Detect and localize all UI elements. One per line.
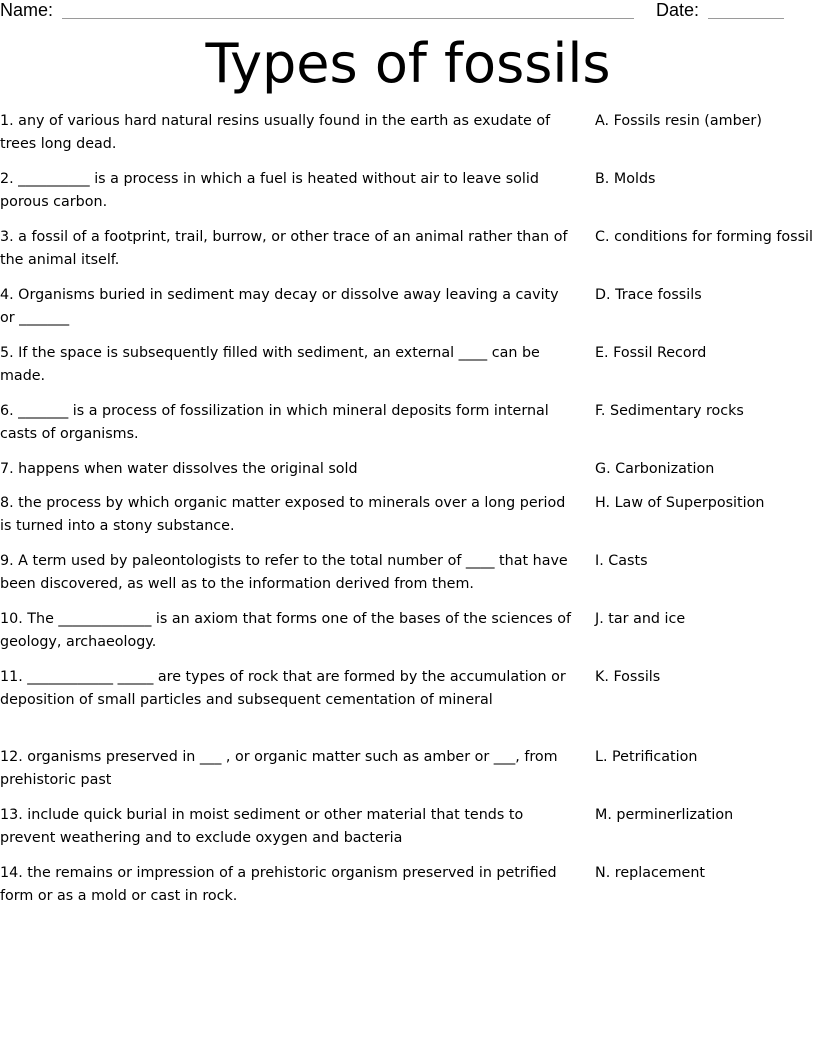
answer-option: C. conditions for forming fossil bbox=[595, 229, 813, 245]
name-label: Name: bbox=[0, 0, 54, 20]
answer-option: A. Fossils resin (amber) bbox=[595, 113, 762, 129]
match-row bbox=[0, 226, 816, 284]
answer-option: F. Sedimentary rocks bbox=[595, 403, 744, 419]
question-text: 3. a fossil of a footprint, trail, burrow, or other trace of an animal rather than of the animal itself. bbox=[0, 229, 568, 268]
answer-option: M. perminerlization bbox=[595, 807, 734, 823]
match-row bbox=[0, 804, 816, 862]
answer-option: N. replacement bbox=[595, 865, 705, 881]
answer-option: H. Law of Superposition bbox=[595, 495, 765, 511]
match-row bbox=[0, 608, 816, 666]
match-row bbox=[0, 342, 816, 400]
date-label: Date: bbox=[656, 0, 700, 20]
question-text: 1. any of various hard natural resins usually found in the earth as exudate of trees long dead. bbox=[0, 113, 551, 152]
question-text: 9. A term used by paleontologists to refer to the total number of ____ that have been discovered, as well as to the information derived from them. bbox=[0, 553, 568, 592]
page-title: Types of fossils bbox=[205, 32, 611, 95]
match-row bbox=[0, 492, 816, 550]
answer-option: L. Petrification bbox=[595, 749, 698, 765]
answer-option: K. Fossils bbox=[595, 669, 661, 685]
question-text: 4. Organisms buried in sediment may decay or dissolve away leaving a cavity or _______ bbox=[0, 287, 559, 326]
question-text: 7. happens when water dissolves the original sold bbox=[0, 461, 358, 477]
match-row bbox=[0, 400, 816, 458]
matching-list bbox=[0, 110, 816, 920]
question-text: 14. the remains or impression of a prehistoric organism preserved in petrified form or as a mold or cast in rock. bbox=[0, 865, 557, 904]
answer-option: E. Fossil Record bbox=[595, 345, 707, 361]
match-row bbox=[0, 168, 816, 226]
question-text: 5. If the space is subsequently filled with sediment, an external ____ can be made. bbox=[0, 345, 540, 384]
match-row bbox=[0, 110, 816, 168]
date-field-line[interactable] bbox=[708, 18, 784, 19]
question-text: 10. The _____________ is an axiom that forms one of the bases of the sciences of geology, archaeology. bbox=[0, 611, 571, 650]
match-row bbox=[0, 746, 816, 804]
answer-option: D. Trace fossils bbox=[595, 287, 702, 303]
answer-option: J. tar and ice bbox=[595, 611, 686, 627]
question-text: 2. __________ is a process in which a fuel is heated without air to leave solid porous carbon. bbox=[0, 171, 539, 210]
match-row bbox=[0, 862, 816, 920]
answer-option: I. Casts bbox=[595, 553, 648, 569]
match-row bbox=[0, 458, 816, 492]
worksheet-header bbox=[0, 0, 816, 22]
name-field-line[interactable] bbox=[62, 18, 634, 19]
question-text: 6. _______ is a process of fossilization in which mineral deposits form internal casts of organisms. bbox=[0, 403, 549, 442]
match-row bbox=[0, 666, 816, 746]
answer-option: B. Molds bbox=[595, 171, 656, 187]
match-row bbox=[0, 550, 816, 608]
question-text: 13. include quick burial in moist sediment or other material that tends to prevent weathering and to exclude oxygen and bacteria bbox=[0, 807, 524, 846]
match-row bbox=[0, 284, 816, 342]
question-text: 11. ____________ _____ are types of rock that are formed by the accumulation or deposition of small particles and subsequent cementation of mineral bbox=[0, 669, 566, 708]
question-text: 8. the process by which organic matter exposed to minerals over a long period is turned into a stony substance. bbox=[0, 495, 566, 534]
answer-option: G. Carbonization bbox=[595, 461, 715, 477]
question-text: 12. organisms preserved in ___ , or organic matter such as amber or ___, from prehistoric past bbox=[0, 749, 558, 788]
